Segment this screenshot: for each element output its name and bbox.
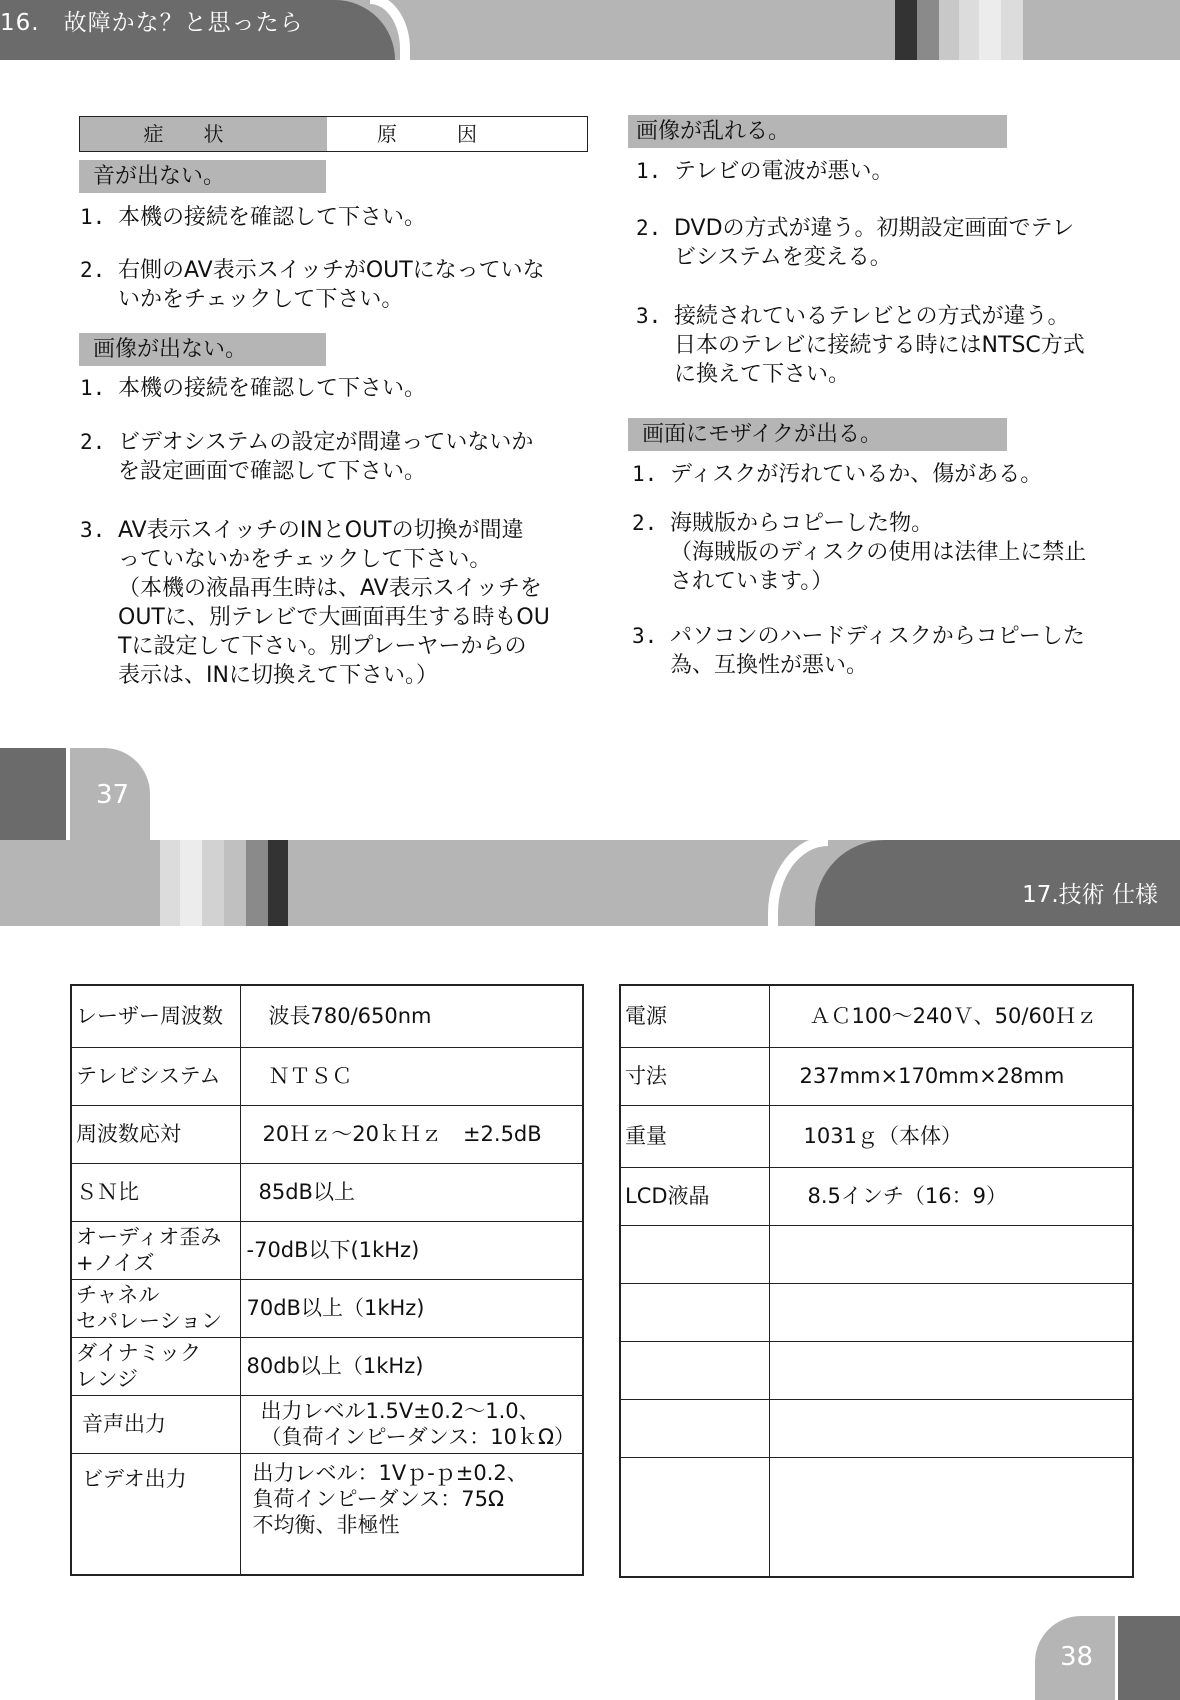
category-mosaic: 画面にモザイクが出る。 (628, 418, 1007, 451)
list-item: 3. AV表示スイッチのINとOUTの切換が間違 っていないかをチェックして下さい。 （本機の液晶再生時は、AV表示スイッチを OUTに、別テレビで大画面再生する時もOU Tに設定して下さい。別プレーヤーからの 表示は、INに切換えて下さい。） (80, 518, 550, 688)
page-tab-dark (0, 748, 66, 840)
list-item: 1. 本機の接続を確認して下さい。 (80, 376, 427, 401)
spec-row (620, 1399, 1133, 1457)
spec-label: チャネル セパレーション (71, 1279, 240, 1337)
spec-row (71, 1221, 583, 1279)
spec-row (71, 1105, 583, 1163)
band-stripe (202, 840, 224, 926)
category-distorted-picture: 画像が乱れる。 (628, 115, 1007, 148)
symptom-cause-header (79, 116, 588, 152)
spec-value: 8.5インチ（16：9） (769, 1167, 1133, 1225)
spec-label (620, 1283, 769, 1341)
band-stripe (268, 840, 288, 926)
spec-value: ＮＴＳＣ (240, 1047, 583, 1105)
symptom-label: 症状 (80, 117, 327, 151)
section-title: 16. 故障かな？と思ったら (0, 10, 304, 36)
spec-row (71, 1163, 583, 1221)
list-item: 2. DVDの方式が違う。初期設定画面でテレ ビシステムを変える。 (636, 216, 1075, 270)
spec-row (71, 985, 583, 1047)
spec-row (620, 1167, 1133, 1225)
spec-label: 寸法 (620, 1047, 769, 1105)
spec-label: ＳＮ比 (71, 1163, 240, 1221)
header-stripe (895, 0, 917, 60)
header-stripe (1001, 0, 1023, 60)
spec-label: 重量 (620, 1105, 769, 1167)
header-stripe (979, 0, 1001, 60)
list-item: 3. パソコンのハードディスクからコピーした 為、互換性が悪い。 (632, 624, 1085, 678)
header-stripe (917, 0, 939, 60)
spec-row (620, 985, 1133, 1047)
spec-label: ダイナミック レンジ (71, 1337, 240, 1395)
spec-row (620, 1457, 1133, 1577)
list-item: 1. テレビの電波が悪い。 (636, 159, 894, 184)
spec-value: ＡＣ100～240Ｖ、50/60Ｈｚ (769, 985, 1133, 1047)
spec-value (769, 1457, 1133, 1577)
spec-value: 出力レベル1.5V±0.2～1.0、 （負荷インピーダンス：10ｋΩ） (240, 1395, 583, 1453)
spec-value: 出力レベル：1Vｐ-ｐ±0.2、 負荷インピーダンス：75Ω 不均衡、非極性 (240, 1453, 583, 1575)
spec-row (620, 1047, 1133, 1105)
cause-label: 原因 (377, 122, 537, 146)
band-stripe (246, 840, 268, 926)
page-number: 37 (96, 780, 130, 810)
spec-label: 電源 (620, 985, 769, 1047)
header-stripe (939, 0, 959, 60)
spec-value (769, 1341, 1133, 1399)
spec-row (620, 1225, 1133, 1283)
spec-value: 85dB以上 (240, 1163, 583, 1221)
spec-row (71, 1047, 583, 1105)
spec-label (620, 1399, 769, 1457)
spec-row (620, 1105, 1133, 1167)
list-item: 2. ビデオシステムの設定が間違っていないか を設定画面で確認して下さい。 (80, 430, 534, 484)
spec-label: 音声出力 (71, 1395, 240, 1453)
category-no-picture: 画像が出ない。 (79, 333, 326, 366)
list-item: 2. 海賊版からコピーした物。 （海賊版のディスクの使用は法律上に禁止 されています。） (632, 511, 1087, 594)
list-item: 1. ディスクが汚れているか、傷がある。 (632, 462, 1043, 487)
spec-row (71, 1395, 583, 1453)
spec-value (769, 1225, 1133, 1283)
list-item: 2. 右側のAV表示スイッチがOUTになっていな いかをチェックして下さい。 (80, 258, 545, 312)
spec-value: 1031ｇ（本体） (769, 1105, 1133, 1167)
spec-value: 20Ｈｚ～20ｋＨｚ ±2.5dB (240, 1105, 583, 1163)
spec-row (71, 1337, 583, 1395)
spec-row (620, 1341, 1133, 1399)
spec-value: 237mm×170mm×28mm (769, 1047, 1133, 1105)
spec-label: オーディオ歪み +ノイズ (71, 1221, 240, 1279)
spec-value (769, 1399, 1133, 1457)
list-item: 3. 接続されているテレビとの方式が違う。 日本のテレビに接続する時にはNTSC方式 に換えて下さい。 (636, 304, 1085, 387)
band-stripe (224, 840, 246, 926)
spec-value: 波長780/650nm (240, 985, 583, 1047)
page-number: 38 (1060, 1642, 1094, 1672)
spec-value: 80db以上（1kHz) (240, 1337, 583, 1395)
spec-table-right (619, 984, 1134, 1578)
spec-label: LCD液晶 (620, 1167, 769, 1225)
header-stripe (959, 0, 979, 60)
spec-label: テレビシステム (71, 1047, 240, 1105)
category-no-sound: 音が出ない。 (79, 160, 326, 193)
list-item: 1. 本機の接続を確認して下さい。 (80, 205, 427, 230)
spec-label (620, 1225, 769, 1283)
spec-value: -70dB以下(1kHz) (240, 1221, 583, 1279)
spec-label: レーザー周波数 (71, 985, 240, 1047)
spec-label (620, 1457, 769, 1577)
spec-label: 周波数応対 (71, 1105, 240, 1163)
spec-label: ビデオ出力 (71, 1453, 240, 1575)
spec-value (769, 1283, 1133, 1341)
band-stripe (160, 840, 180, 926)
spec-row (620, 1283, 1133, 1341)
spec-value: 70dB以上（1kHz) (240, 1279, 583, 1337)
page-tab-dark (1118, 1616, 1180, 1700)
spec-label (620, 1341, 769, 1399)
band-stripe (180, 840, 202, 926)
spec-row (71, 1279, 583, 1337)
section-title: 17.技術 仕様 (1022, 882, 1158, 908)
spec-table-left (70, 984, 584, 1576)
spec-row (71, 1453, 583, 1575)
